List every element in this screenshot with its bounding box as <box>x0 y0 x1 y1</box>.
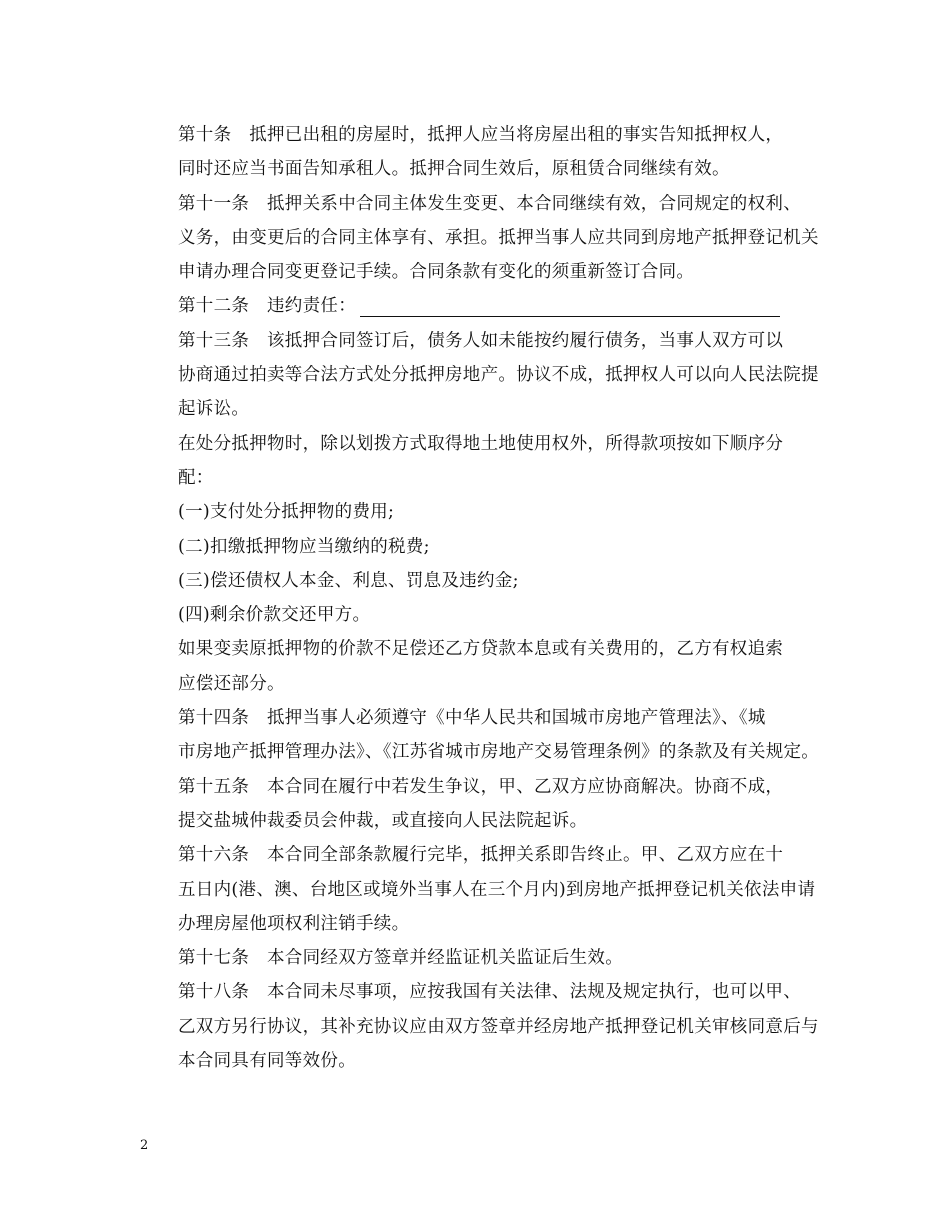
clause-14 <box>138 701 828 770</box>
clause-15 <box>138 770 828 839</box>
text-line: 提交盐城仲裁委员会仲裁，或直接向人民法院起诉。 <box>178 810 588 831</box>
clause-17 <box>138 941 828 975</box>
text-line: 本合同具有同等效份。 <box>178 1051 356 1072</box>
text-line: 第十四条 抵押当事人必须遵守《中华人民共和国城市房地产管理法》、《城 <box>178 708 766 729</box>
text-line: 协商通过拍卖等合法方式处分抵押房地产。协议不成，抵押权人可以向人民法院提 <box>178 365 819 386</box>
text-line: (一)支付处分抵押物的费用; <box>178 502 395 523</box>
text-line: 第十八条 本合同未尽事项，应按我国有关法律、法规及规定执行，也可以甲、 <box>178 982 801 1003</box>
shortfall-recovery <box>138 632 828 701</box>
text-line: (二)扣缴抵押物应当缴纳的税费; <box>178 536 430 557</box>
text-line: 起诉讼。 <box>178 399 250 420</box>
text-line: 乙双方另行协议，其补充协议应由双方签章并经房地产抵押登记机关审核同意后与 <box>178 1016 819 1037</box>
text-line: (三)偿还债权人本金、利息、罚息及违约金; <box>178 570 519 591</box>
text-line: 市房地产抵押管理办法》、《江苏省城市房地产交易管理条例》的条款及有关规定。 <box>178 742 820 763</box>
text-line: 第十条 抵押已出租的房屋时，抵押人应当将房屋出租的事实告知抵押权人， <box>178 125 784 145</box>
contract-body <box>138 118 828 1078</box>
text-line: 第十五条 本合同在履行中若发生争议，甲、乙双方应协商解决。协商不成， <box>178 776 784 797</box>
clause-16 <box>138 838 828 941</box>
text-line: 第十三条 该抵押合同签订后，债务人如未能按约履行债务，当事人双方可以 <box>178 330 784 351</box>
text-line: 五日内(港、澳、台地区或境外当事人在三个月内)到房地产抵押登记机关依法申请 <box>178 879 816 900</box>
text-line: 办理房屋他项权利注销手续。 <box>178 913 410 934</box>
text-line: 申请办理合同变更登记手续。合同条款有变化的须重新签订合同。 <box>178 262 695 283</box>
disposal-order-intro <box>138 427 828 496</box>
clause-11 <box>138 187 828 290</box>
text-line: 应偿还部分。 <box>178 673 285 694</box>
text-line: 同时还应当书面告知承租人。抵押合同生效后，原租赁合同继续有效。 <box>178 159 730 180</box>
clause-13 <box>138 324 828 427</box>
text-line: 在处分抵押物时，除以划拨方式取得地土地使用权外，所得款项按如下顺序分 <box>178 433 784 454</box>
text-line: (四)剩余价款交还甲方。 <box>178 605 371 626</box>
text-line: 第十七条 本合同经双方签章并经监证机关监证后生效。 <box>178 948 623 969</box>
clause-12 <box>138 289 828 323</box>
page-number: 2 <box>140 1138 149 1153</box>
clause-18 <box>138 975 828 1078</box>
clause-12-label: 第十二条 违约责任： <box>178 296 356 317</box>
text-line: 第十一条 抵押关系中合同主体发生变更、本合同继续有效，合同规定的权利、 <box>178 193 801 214</box>
text-line: 配： <box>178 467 214 488</box>
fill-in-blank-line <box>360 296 780 317</box>
disposal-item-3 <box>138 564 828 598</box>
text-line: 义务，由变更后的合同主体享有、承担。抵押当事人应共同到房地产抵押登记机关 <box>178 227 819 248</box>
disposal-item-1 <box>138 495 828 529</box>
clause-10 <box>138 118 828 187</box>
disposal-item-2 <box>138 530 828 564</box>
disposal-item-4 <box>138 598 828 632</box>
text-line: 第十六条 本合同全部条款履行完毕，抵押关系即告终止。甲、乙双方应在十 <box>178 845 784 866</box>
text-line: 如果变卖原抵押物的价款不足偿还乙方贷款本息或有关费用的，乙方有权追索 <box>178 639 784 660</box>
